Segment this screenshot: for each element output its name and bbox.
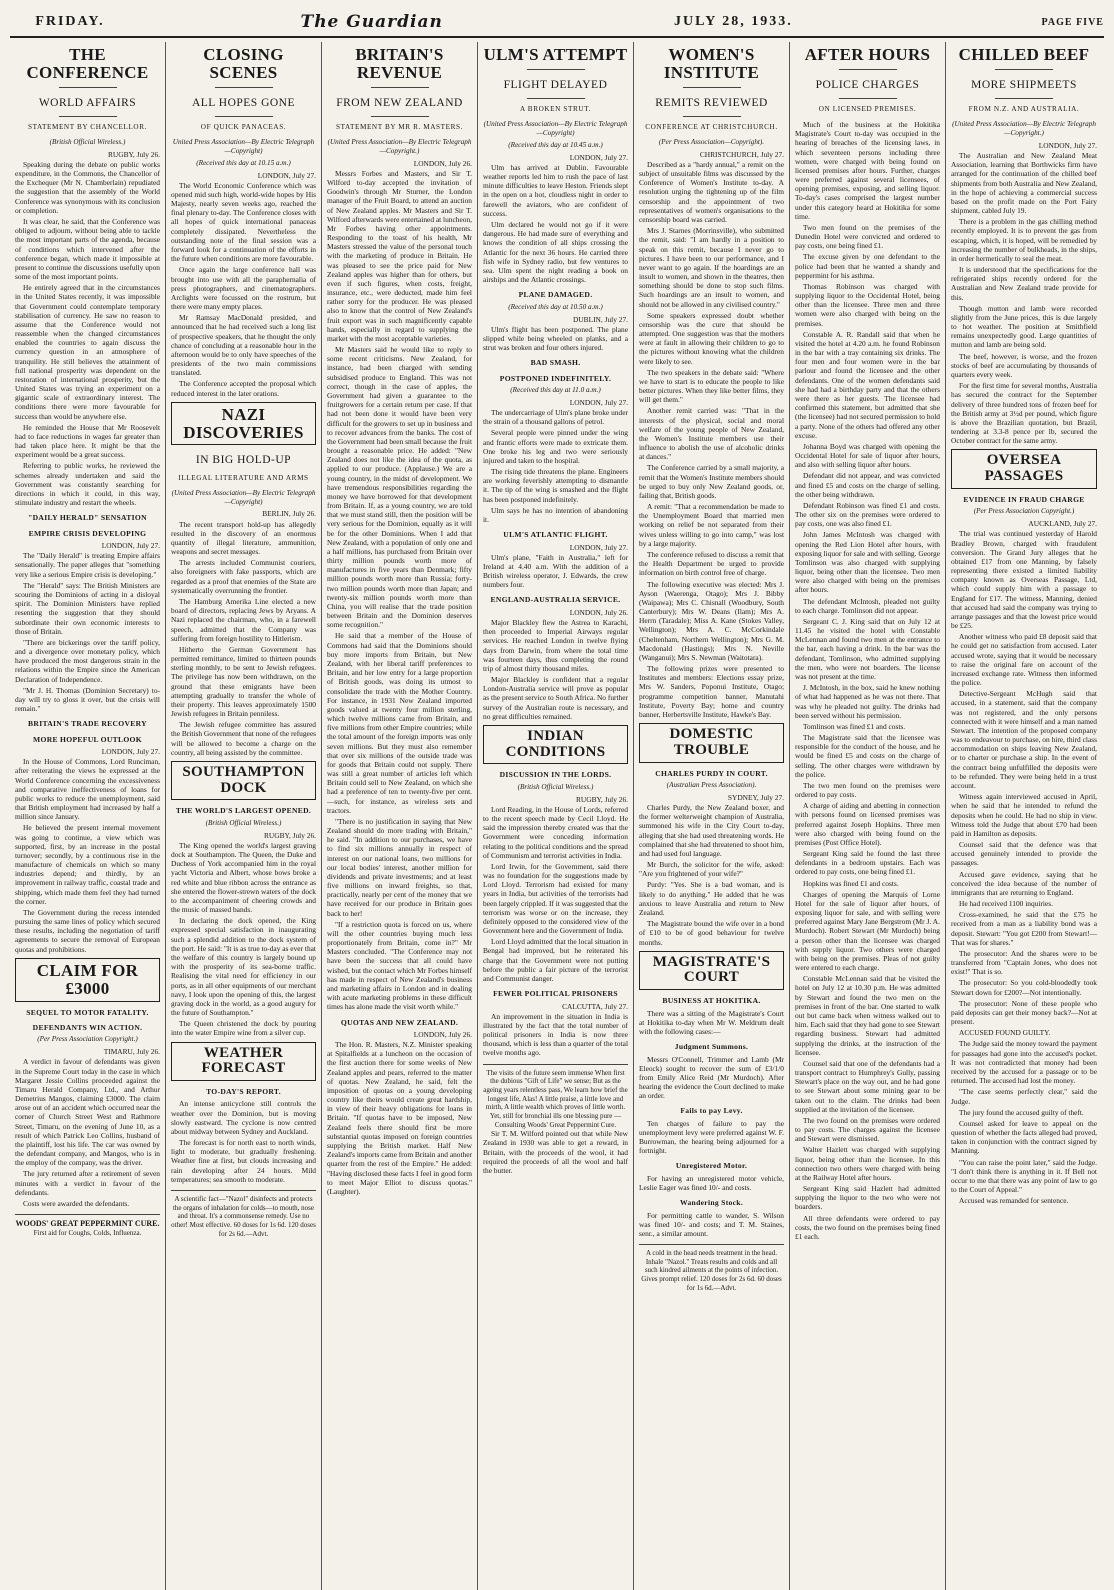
paragraph: The King opened the world's largest graving dock at Southampton. The Queen, the Duke and Duchess of York accompanied him in the royal yacht Victoria and Albert, whose bows broke a red white and blue ribbon across the entrance as she entered the flower-strewn waters of the dock to the accompaniment of cheering crowds and the music of massed bands. [171,840,316,915]
article-body [639,160,784,719]
article-body [327,169,472,1012]
divider [995,98,1053,99]
deck: FROM NEW ZEALAND [336,96,463,109]
paragraph: Two men found on the premises of the Dunedin Hotel were convicted and ordered to pay costs, one being fined £1. [795,222,940,251]
paragraph: The Queen christened the dock by pouring into the water Empire wine from a silver cup. [171,1019,316,1038]
paragraph: Sergeant C. J. King said that on July 12 at 11.45 he visited the hotel with Constable McLennan and found two men at the entrance to the bar, each having a drink. In the bar was the defendant, Tomlinson, who admitted supplying the men, who were not boarders. The license was not present at the time. [795,616,940,681]
dateline: DUBLIN, July 27. [572,314,628,324]
paragraph: The Government during the recess intended pursuing the same lines of policy which secured these results, including the negotiation of tariff agreements to secure the removal of European quotas and prohibitions. [15,907,160,954]
paragraph: Ulm's flight has been postponed. The plane slipped while being wheeled on planks, and a strut was broken and four others injured. [483,324,628,353]
paragraph: The Conference carried by a small majority, a remit that the Women's Institute members should be urged to buy only New Zealand goods, or, failing that, British goods. [639,463,784,500]
article-body [639,1174,784,1192]
paragraph: Witness again interviewed accused in April, when he said that he intended to refund the deposits when he could. He had no ship in view. Witness told the Judge that about £70 had been paid in Hamilton as deposits. [951,792,1097,838]
article-body [171,181,316,398]
headline: CLAIM FOR £3000 [15,958,160,1002]
received-time: (Received this day at 10.15 a.m.) [196,158,291,167]
subhead: Unregistered Motor. [675,1161,748,1171]
paragraph: The Jewish refugee committee has assured the British Government that none of the refugees will be allowed to become a charge on the country, all being assisted by the committee. [171,720,316,757]
deck: CHARLES PURDY IN COURT. [655,768,768,778]
paragraph: Tomlinson was fined £1 and costs. [803,721,906,731]
column-womens-institute [634,42,790,1590]
masthead [10,8,1104,38]
article-body [483,553,628,590]
advertisement [15,1214,160,1238]
article-body [327,1040,472,1196]
dateline: LONDON, July 27. [569,152,628,162]
subdeck: STATEMENT BY CHANCELLOR. [27,122,148,131]
paragraph: Sir T. M. Wilford pointed out that while New Zealand in 1930 was able to get a reward, in Britain, with the proceeds of the wool, it had required the proceeds of all the wool and half the butter. [483,1129,628,1175]
headline: CHILLED BEEF [958,45,1090,64]
dateline: LONDON, July 26. [569,607,628,617]
paragraph: Mr Masters said he would like to reply to some recent criticisms. New Zealand, for instance, had been charged with sending subsidised produce to England. This was not correct, though in the case of apples, the Government had given a guarantee to the fruitgrowers for a certain return per case. If that had not been done it would have been very difficult for the growers to set up in business and to recover advances from the banks. The cost of the Government had been small because the fruit brought a reasonable price. He added: "New Zealand does not like the idea of the quota, as applied to our produce. (Applause.) We are a young country, in the midst of development. We have tremendous responsibilities regarding the money we have borrowed for that development from Britain. If, as a young country, we are told that we must stand still, then the position will be very serious for the Dominion, equally as it will be for the other Dominions. When I add that New Zealand, with a population of only one and a half millions, has purchased from Britain over thirty million pounds worth more of manufactures in five years than Denmark; fifty million pounds worth more than Russia; forty-two million pounds worth more than Japan; and twenty-six million pounds worth more than China, you will realise that the trade position between Britain and the Dominion deserves some recognition." [327,345,472,630]
dateline: TIMARU, July 26. [103,1047,160,1057]
deck: IN BIG HOLD-UP [195,454,292,467]
headline: MAGISTRATE'S COURT [639,951,784,991]
article-body [15,551,160,713]
paragraph: It is understood that the specifications for the refrigerated ships recently ordered for the Australian and New Zealand trade provide for this. [951,265,1097,302]
paragraph: The excuse given by one defendant to the police had been that he wanted a shandy and peppermint for his asthma. [795,252,940,280]
paragraph: The forecast is for north east to north winds, light to moderate, but gradually freshening. Weather fine at first, but clouds increasing and rain developing after 24 hours. Mild temperatures; sea smooth to moderate. [171,1138,316,1184]
paragraph: The trial was continued yesterday of Harold Bradley Brown, charged with fraudulent conversion. The Grand Jury alleges that he obtained £17 from one Manning, by falsely representing there existed a limited liability company known as Overseas Passage, Ltd, which could supply him with a passage to England for £17. The witness, Manning, denied that accused had said the company was trying to arrange passages and that the lowest price would be £25. [951,529,1097,631]
paragraph: Lord Lloyd admitted that the local situation in Bengal had improved, but he reiterated his charge that the Government were not putting before the public a fair picture of the terrorist and Communist danger. [483,937,628,983]
ad-title: WOODS' GREAT PEPPERMINT CURE. [15,1219,160,1229]
article-body [15,160,160,507]
masthead-page-number: PAGE FIVE [1041,16,1104,28]
deck: DISCUSSION IN THE LORDS. [499,770,612,780]
divider [527,69,585,70]
article-body [15,1057,160,1208]
divider [371,87,429,88]
paragraph: ACCUSED FOUND GUILTY. [959,1028,1051,1038]
dateline: LONDON, July 26. [413,1029,472,1039]
dateline: RUGBY, July 26. [263,830,316,840]
paragraph: Costs were awarded the defendants. [23,1198,130,1208]
article-body [951,529,1097,1205]
paragraph: "You can raise the point later," said the Judge. "I don't think there is anything in it. If Bell not occur to me that there was any point of law to go to the Court of Appeal." [951,1157,1097,1195]
article-body [639,1055,784,1101]
paragraph: A remit: "That a recommendation be made to the Unemployment Board that married men working on relief be not separated from their wives unless willing to go into camp," was lost by a large majority. [639,502,784,548]
received-time: (Received this day at 11.0 a.m.) [510,386,601,395]
advertisement [171,1190,316,1238]
paragraph: The World Economic Conference which was opened mid such high, world-wide hopes by His Majesty, nearly seven weeks ago, reached the final plenary to-day. The Conference closes with all hopes of quick international panaceas completely dissipated. Nevertheless the outstanding note of the final session was a forward look for a continuation of the efforts in the future when conditions are more favourable. [171,180,316,264]
headline: AFTER HOURS [804,45,931,64]
paragraph: Charles Purdy, the New Zealand boxer, and the former welterweight champion of Australia, summoned his wife in the City Court to-day, alleging that she had used threatening words. He complained that she had threatened to shoot him, and had used foul language. [639,803,784,858]
columns [10,42,1104,1590]
paragraph: Lord Irwin, for the Government, said there was no foundation for the suggestions made by Lord Lloyd. Terrorism had existed for many years in India, but activities of the terrorists had been largely crippled. If it was suggested that the terrorism was worse or on the increase, they definitely opposed to the considered view of the Government here and the Government of India. [483,861,628,936]
divider [215,87,273,88]
column-closing-scenes [166,42,322,1590]
dateline: RUGBY, July 26. [107,149,160,159]
paragraph: Though mutton and lamb were recorded slightly from the June prices, this is due largely to hot weather. The position at Smithfield remains unexpectedly good. Large quantities of mutton and lamb are being sold. [951,303,1097,350]
paragraph: The beef, however, is worse, and the frozen stocks of beef are accumulating by thousands of quarters every week. [951,351,1097,379]
dateline: CHRISTCHURCH, July 27. [699,149,784,159]
paragraph: The jury found the accused guilty of theft. [959,1107,1084,1117]
paragraph: Referring to public works, he reviewed the schemes already undertaken and said the Government was constantly searching for directions in which it could, in this way, stimulate industry and restart the wheels. [15,461,160,508]
divider [839,69,897,70]
paragraph: The two speakers in the debate said: "Where we have to start is to educate the people to like better pictures. When they like better films, they will get them." [639,367,784,405]
deck: MORE SHIPMEETS [971,78,1077,91]
received-time: (Received this day at 10.45 a.m.) [508,140,603,149]
paragraph: The following executive was elected: Mrs J. Ayson (Waerenga, Otago); Mrs J. Bibby (Waipawa); Mrs C. Chisnall (Woodbury, South Canterbury); Mrs W. Deans (Ilam); Mrs A. Herrn (Taradale); Miss A. Kane (Stokes Valley, Wellington); Mrs A. C. McCorkindale (Cheltenham, Northern Wellington); Mrs G. M. Macdonald (Hastings); Mrs N. Neville (Wanganui); Mrs S. Newman (Waitotara). [639,579,784,662]
paragraph: For having an unregistered motor vehicle, Leslie Eager was fined 10/- and costs. [639,1173,784,1193]
paragraph: Ulm's plane, "Faith in Australia," left for Ireland at 4.40 a.m. With the addition of a British wireless operator, J. Edwards, the crew numbers four. [483,552,628,590]
paragraph: A charge of aiding and abetting in connection with persons found on licensed premises was preferred against Joseph Hopkins. Three men were also charged with being found on the premises (Post Office Hotel). [795,801,940,847]
deck: WORLD AFFAIRS [38,96,137,109]
paragraph: Constable A. R. Randall said that when he visited the hotel at 4.20 a.m. he found Robinson in the bar with a tray containing six drinks. The four men and four women were in the bar parlour and found the licensee and the other defendants. One of the women defendants said she had had a birthday party and that the others were there as her guests. The licensee had confirmed this statement, but admitted that she (the licensee) had not secured permission to hold a party. None of the others had offered any other excuse. [795,329,940,440]
column-britains-revenue [322,42,478,1590]
article-body [639,1119,784,1156]
deck: THE WORLD'S LARGEST OPENED. [175,806,312,816]
paragraph: Counsel asked for leave to appeal on the question of whether the facts alleged had proved, taken in conjunction with the contract signed by Manning. [951,1118,1097,1156]
headline: INDIAN CONDITIONS [483,725,628,765]
paragraph: The prosecutor: So you cold-bloodedly took Stewart down for £200?—Not intentionally. [951,978,1097,997]
article-body [15,757,160,954]
article-body [639,1211,784,1239]
paragraph: The undercarriage of Ulm's plane broke under the strain of a thousand gallons of petrol. [483,408,628,427]
paragraph: Some speakers expressed doubt whether censorship was the cure that should be attempted. One suggestion was that the mothers were at fault in allowing their children to go to the pictures without knowing what the children were likely to see. [639,310,784,366]
paragraph: Hopkins was fined £1 and costs. [803,878,899,888]
headline: WEATHER FORECAST [171,1042,316,1082]
subhead: Wandering Stock. [679,1198,744,1208]
divider [995,69,1053,70]
paragraph: The rising tide threatens the plane. Engineers are working feverishly attempting to dismantle it. The tip of the wing is smashed and the flight has been postponed indefinitely. [483,467,628,504]
ad-text: A cold in the head needs treatment in the head. Inhale "Nazol." Treats results and colds and all such kindred ailments at the points of infection. Gives prompt relief. 120 doses for 2s 6d. 60 doses for 1s 6d.—Advt. [641,1249,782,1292]
credit: (United Press Association—By Electric Telegraph—Copyright.) [952,120,1096,137]
paragraph: The two found on the premises were ordered to pay costs. The charges against the licensee and Stewart were dismissed. [795,1115,940,1144]
paragraph: Counsel said that the defence was that accused genuinely intended to provide the passages. [951,840,1097,868]
credit: (United Press Association—By Electric Telegraph—Copyright) [171,488,316,506]
subhead: ENGLAND-AUSTRALIA SERVICE. [490,595,621,605]
article-body [795,120,940,1241]
paragraph: The "Daily Herald" is treating Empire affairs sensationally. The paper alleges that "something very like a serious Empire crisis is developing." [15,551,160,579]
headline: WOMEN'S INSTITUTE [663,45,760,82]
article-body [171,841,316,1038]
article-body [483,618,628,721]
paragraph: Hitherto the German Government has permitted remittance, limited to thirteen pounds sterling monthly, to be sent to Jewish refugees. The privilege has now been withdrawn, on the ground that these emigrants have been attempting gradually to transfer the whole of their property. This leaves approximately 1500 Jewish refugees in Britain penniless. [171,644,316,719]
paragraph: Charges of opening the Marquis of Lorne Hotel for the sale of liquor after hours, of exposing liquor for sale, and with selling were preferred against Mary Jane Bergstrom (Mr J. A. Murdoch). Robert Stewart (Mr Murdoch) being a person other than the licensee was charged with supply liquor. Two others were charged with being on the premises. Pleas of not guilty were entered to each charge. [795,889,940,973]
headline: SOUTHAMPTON DOCK [171,761,316,801]
article-body [483,163,628,284]
dateline: LONDON, July 27. [569,397,628,407]
paragraph: In the House of Commons, Lord Runciman, after reiterating the views he expressed at the World Conference concerning the excessiveness and comparative ineffectiveness of loans for public works to reduce the unemployment, said that British employment had increased by half a million since January. [15,757,160,822]
credit: (Australian Press Association). [666,781,757,789]
paragraph: The two men found on the premises were ordered to pay costs. [795,780,940,800]
masthead-date: JULY 28, 1933. [674,14,793,29]
credit: (Per Press Association Copyright.) [37,1035,138,1044]
paragraph: It was clear, he said, that the Conference was obliged to adjourn, without being able to tackle the most important parts of the agenda, because of conditions which intervened after the conference began, which made it impossible at present to continue the discussions usefully upon some of the most important points. [15,216,160,282]
paragraph: Cross-examined, he said that the £75 he received from a man as a liability bond was a deposit. Stewart: "You got £200 from Stewart!—That was for shares." [951,910,1097,947]
paragraph: Mr Ramsay MacDonald presided, and announced that he had received such a long list of prospective speakers, that he thought the only chance of concluding at a reasonable hour in the afternoon would be to only have speeches of the presidents of the two main commissions translated. [171,313,316,378]
subdeck: CONFERENCE AT CHRISTCHURCH. [645,122,778,131]
paragraph: The jury returned after a retirement of seven minutes with a verdict in favour of the defendants. [15,1169,160,1197]
subhead: Judgment Summons. [674,1042,749,1052]
paragraph: J. McIntosh, in the box, said he knew nothing of what had happened as he was not there. That was why he pleaded not guilty. The drinks had been served without his permission. [795,683,940,720]
paragraph: He said that a member of the House of Commons had said that the Dominions should buy more imports from Britain, but New Zealand, with her liberal tariff preferences to Britain, and her low entry for a large proportion of British goods, was doing its utmost to consolidate the trade with the Mother Country. For instance, in 1931 New Zealand imported goods valued at twenty four million sterling, which twelve millions came from Britain, and five millions from other Empire countries; while the total amount of the foreign imports was only seven millions. But they must also remember that over six millions of the outside trade was for goods that Britain could not supply. There was still a great number of articles left which Britain could sell to New Zealand, on which she had a preference of ten to twenty-five per cent.—such, for instance, as wireless sets and tractors. [327,631,472,815]
headline: OVERSEA PASSAGES [951,449,1097,489]
paragraph: Accused gave evidence, saying that he conceived the idea because of the number of immigrants that are returning to England. [951,869,1097,897]
ad-text: The visits of the future seem immense When first the dubious "Gift of Life" we sense; But as the ageing years relentless pass, We learn how brief the longest life, Alas! A little praise, a little love and mirth, A little wealth which proves of little worth. Yet, still for bronchial ills one blessing pure — Consulting Woods' Great Peppermint Cure. [483,1068,628,1129]
paragraph: Much of the business at the Hokitika Magistrate's Court to-day was occupied in the hearing of breaches of the licensing laws, in which seventeen persons including three women, were charged with being found on licensed premises after hours. Further, charges were preferred against several licensees, of opening premises, exposing, and selling liquor. To-day's cases comprised the largest number under this category heard at Hokitika for some time. [795,120,940,221]
paragraph: Detective-Sergeant McHugh said that accused, in a statement, said that the company was not registered, and the only persons connected with it were himself and a man named Stewart. The intention of the proposed company was to endeavour to purchase, on hire, third class accommodation on ships leaving New Zealand, or to charter or purchase a ship. In the event of the contract being unfulfilled the deposits were to be refunded. They were being held in a trust account. [951,689,1097,790]
paragraph: Mrs J. Starnes (Morrinsville), who submitted the remit, said: "I am hardly in a position to speak on this remit, because I never go to pictures. I have been to our performance, and I never want to go again. If the hoardings are an insult to women, and shown in the theatres, then something should be done to stop such films. Such hoardings are an insult to women, and should not be allowed in any civilised country." [639,226,784,309]
divider [59,87,117,88]
subdeck: A BROKEN STRUT. [520,105,591,114]
paragraph: Ulm says he has no intention of abandoning it. [483,505,628,524]
deck: EVIDENCE IN FRAUD CHARGE [963,494,1085,504]
paragraph: "The case seems perfectly clear," said the Judge. [951,1087,1097,1106]
paragraph: Another witness who paid £8 deposit said that he could get no satisfaction from accused. Later accused wrote, saying that it would be necessary to raise the original fare on account of the increased exchange rate. Witness then informed the police. [951,632,1097,688]
divider [839,98,897,99]
paragraph: An intense anticyclone still controls the weather over the Dominion, but is moving slowly eastward. The cyclone is now centred about midway between Sydney and Auckland. [171,1099,316,1136]
divider [527,98,585,99]
paragraph: The Hamburg Amerika Line elected a new board of directors, replacing Jews by Aryans. A Nazi replaced the chairman, who, in a farewell speech, admitted that the Company was suffering from foreign hostility to Hitlerism. [171,597,316,643]
paragraph: Ten charges of failure to pay the unemployment levy were preferred against W. F. Burrowman, the hearing being adjourned for a fortnight. [639,1118,784,1156]
article-body [483,325,628,353]
deck: SEQUEL TO MOTOR FATALITY. [26,1007,149,1017]
paragraph: Defendant did not appear, and was convicted and fined £5 and costs on the charge of selling, the other being withdrawn. [795,471,940,499]
paragraph: The following prizes were presented to Institutes and members: Elections essay prize, Mrs W. Sanders, Poponui Institute, Otago; programme competition banner, Manutahi Institute, Poverty Bay; home and country banner, Herbertsville Institute, Hawke's Bay. [639,664,784,719]
paragraph: The conference refused to discuss a remit that the Health Department be urged to provide information on birth control free of charge. [639,550,784,578]
ad-text: First aid for Coughs, Colds, Influenza. [33,1229,142,1238]
dateline: LONDON, July 27. [569,542,628,552]
subhead: ULM'S ATLANTIC FLIGHT. [503,530,608,540]
ad-text: A scientific fact—"Nazol" disinfects and protects the organs of inhalation for colds—to mouth, nose and throat. It's a commonsense remedy. Use no other! Most effective. 60 doses for 1s 6d. 120 doses for 2s 6d.—Advt. [171,1194,316,1238]
paragraph: Several people were pinned under the wing and frantic efforts were made to extricate them. One broke his leg and two were seriously injured and taken to the hospital. [483,428,628,465]
paragraph: For the first time for several months, Australia has secured the contract for the September delivery of three hundred tons of frozen beef for the British army at 3½d per pound, which figure is above the Brazilian quotation, but Brazil, tendering at 3.3-8 pence per lb, secured the October contract for the same army. [951,381,1097,446]
headline: CLOSING SCENES [203,45,284,82]
paragraph: Defendant Robinson was fined £1 and costs. The other six on the premises were ordered to pay costs, one was also fined £1. [795,500,940,529]
credit: United Press Association—By Electric Telegraph—Copyright) [172,137,315,155]
paragraph: Speaking during the debate on public works expenditure, in the Commons, the Chancellor of the Exchequer (Mr N. Chamberlain) repudiated the suggestion that the assembly of the World Conference was synonymous with its conclusion or completion. [15,159,160,215]
deck: BUSINESS AT HOKITIKA. [662,996,761,1006]
subhead: FEWER POLITICAL PRISONERS [493,989,618,999]
paragraph: "There are bickerings over the tariff policy, and a divergence over monetary policy, which have produced the most dangerous strain in the relations within the Empire since the American Declaration of Independence. [15,637,160,684]
paragraph: Messrs Forbes and Masters, and Sir T. Wilford to-day accepted the invitation of Goodwin's through Mr Sturner, the London manager of the Fruit Board, to attend an auction of New Zealand apples. Mr Masters and Sir T. Wilford afterwards were entertained at luncheon, Mr Forbes having other appointments. Responding to the toast of his health, Mr Masters stressed the value of the personal touch with the marketing of produce in Britain. He was pleased to see the price paid for New Zealand apples was higher than for others, but even if such figures, when costs, freight, insurance, etc., were deducted, made him feel rather sorry for the producer. He was pleased also to know that the control of New Zealand's fruit export was in such magnificently capable hands, especially in regard to supplying the market with the most acceptable varieties. [327,168,472,343]
paragraph: The Conference accepted the proposal which reduced interest in the later orations. [171,379,316,398]
paragraph: The "Herald" says: The British Ministers are scouring the Dominions of acting in a disloyal spirit. The Dominion Ministers have replied resenting the suggestion that they should subordinate their own economic interests to those of Britain. [15,580,160,636]
paragraph: Major Blackley flew the Astrea to Karachi, then proceeded to Imperial Airways regular services. He reached London in twelve flying days from Darwin, from where the total time was fourteen days, thus completing the round trip of almost thirty thousand miles. [483,618,628,673]
paragraph: He reminded the House that Mr Roosevelt had to face reductions in wages far greater than had taken place here. It might be that the experiment would be a great success. [15,422,160,460]
paragraph: A verdict in favour of defendants was given in the Supreme Court today in the case in which Margaret Jessie Collins proceeded against the Timaru Herald Company, Ltd., and Arthur Demetrius Mangos, claiming £3000. The claim arose out of an accident which occurred near the corner of Church Street West and Rathmore Street, Timaru, on the evening of June 10, as a result of which Patrick Leo Collins, husband of the plaintiff, lost his life. The car was owned by the defendant company, and Mangos, who is in the employ of the company, was the driver. [15,1057,160,1168]
dateline: CALCUTTA, July 27. [562,1001,628,1011]
credit: (United Press Association—By Electric Telegraph—Copyright.) [327,137,472,155]
dateline: LONDON, July 27. [101,747,160,757]
masthead-day: FRIDAY. [35,14,105,29]
paragraph: Counsel said that one of the defendants had a transport contract to Humphrey's Gully, passing Stewart's place on the way out, and he had gone to see Stewart about some mining gear to be taken out to the claim. The drinks had been supplied at the invitation of the licensee. [795,1058,940,1114]
paragraph: He had received 1100 inquiries. [959,899,1053,909]
deck: FLIGHT DELAYED [503,78,608,91]
paragraph: "If a restriction quota is forced on us, where will the other countries buying much less proportionately from Britain, come in?" Mr Masters concluded. "The Conference may not have been the success that all could have wished, but the contact which Mr Forbes himself has made in respect of New Zealand's business and marketing affairs in London and in dealing with acute marketing problems in these difficult times has alone made the visit worth while." [327,919,472,1012]
subhead: Fails to pay Levy. [680,1106,743,1116]
subhead: MORE HOPEFUL OUTLOOK [33,734,142,744]
paragraph: There was a sitting of the Magistrate's Court at Hokitika to-day when Mr W. Meldrum dealt with the following cases:— [639,1008,784,1036]
divider [683,116,741,117]
paragraph: Messrs O'Connell, Trimmer and Lamb (Mr Eleock) sought to recover the sum of £3/1/0 from Emily Alice Reid (Mr Murdoch). After hearing the evidence the Court declined to make an order. [639,1054,784,1101]
article-body [639,1009,784,1037]
article-body [483,805,628,983]
subhead: BRITAIN'S TRADE RECOVERY [28,719,147,729]
paragraph: The recent transport hold-up has allegedly resulted in the discovery of an enormous quantity of illegal literature, ammunition, weapons and secret messages. [171,519,316,557]
paragraph: The prosecutor: And the shares were to be transferred from "Captain Jones, who does not exist!" That is so. [951,948,1097,977]
subdeck: STATEMENT BY MR R. MASTERS. [335,122,464,131]
subdeck: ILLEGAL LITERATURE AND ARMS [178,473,309,482]
paragraph: There is a problem in the gas chilling method recently employed. It is to prevent the gas from escaping, which, it is hoped, will be remedied by increasing the number of bulkheads, in the ships, in order hermetically to seal the meat. [951,217,1097,263]
subhead: POSTPONED INDEFINITELY. [499,373,612,383]
paragraph: Another remit carried was: "That in the interests of the physical, social and moral welfare of the young people of New Zealand, the Women's Institute members use their influence to abolish the use of alcoholic drinks at dances." [639,406,784,462]
paragraph: John James McIntosh was charged with opening the Red Lion Hotel after hours, with exposing liquor for sale and with selling. George Tomlinson was also charged with supplying liquor, being other than the licensee. Two men were also charged with being on the premises after hours. [795,530,940,595]
paragraph: The Judge said the money toward the payment for passages had gone into the accused's pocket. It was not contradicted that money had been received by the accused for a passage or to be returned. The accused had lost the money. [951,1039,1097,1086]
subhead: EMPIRE CRISIS DEVELOPING [28,528,147,538]
article-body [171,1099,316,1184]
paragraph: Walter Hazlett was charged with supplying liquor, being other than the licensee. In this connection two others were charged with being at the Railway Hotel after hours. [795,1145,940,1182]
deck: POLICE CHARGES [815,78,920,91]
subhead: BAD SMASH. [530,358,581,368]
paragraph: Mr Burch, the solicitor for the wife, asked: "Are you frightened of your wife?" [639,860,784,879]
paragraph: Described as a "hardy annual," a remit on the subject of unsuitable films was discussed by the Conference of Women's Institute to-day. A resolution urging the tightening up of the film censorship and the appointment of two representatives of women's organisations to the censorship board was carried. [639,159,784,224]
dateline: AUCKLAND, July 27. [1028,519,1097,529]
headline: THE CONFERENCE [26,45,149,82]
deck: REMITS REVIEWED [655,96,768,109]
paragraph: He believed the present internal movement was going to continue, a view which was supported, first, by an increase in the postal turnover; secondly, by a continuous rise in the manufacture of chemicals on which so many industries depend; and thirdly, by an improvement in railway traffic, coastal trade and shipping, which made them feel they had turned the corner. [15,823,160,906]
divider [59,116,117,117]
advertisement [483,1064,628,1130]
paragraph: Sergeant King said he found the last three defendants in a bedroom upstairs. Each was ordered to pay costs, one being fined £1. [795,849,940,877]
credit: (British Official Wireless.) [517,782,594,791]
subhead: "DAILY HERALD" SENSATION [28,513,147,523]
paragraph: "Mr J. H. Thomas (Dominion Secretary) to-day will try to gloss it over, but the crisis will remain." [15,685,160,714]
paragraph: He entirely agreed that in the circumstances in the United States recently, it was impossible that Government could contemplate temporary stabilisation of currency. He saw no reason to assume that the Conference would not reassemble when the changed circumstances enabled the countries to again discuss the currency question in an atmosphere of tranquility. He still believes the attainment of full national prosperity was dependent on the restoration of international prosperity, but the United States was trying an experiment on a gigantic scale of extraordinary interest. The conditions there were more favourable for success than would be anywhere else. [15,283,160,421]
paragraph: Ulm has arrived at Dublin. Favourable weather reports led him to rush the pace of last minute difficulties to leave Heston. Friends slept in the open on a hot, cloudless night in order to farewell the aviators, who are confident of success. [483,162,628,218]
masthead-title: The Guardian [300,12,443,32]
divider [215,116,273,117]
paragraph: For permitting cattle to wander, S. Wilson was fined 10/- and costs; and T. M. Staines, senr., a similar amount. [639,1210,784,1238]
paragraph: Purdy: "Yes. She is a bad woman, and is likely to do anything." He added that he was anxious to leave Australia and return to New Zealand. [639,880,784,917]
dateline: SYDNEY, July 27. [727,792,784,802]
dateline: LONDON, July 27. [257,170,316,180]
column-after-hours [790,42,946,1590]
credit: (Per Press Association Copyright.) [973,507,1075,516]
column-conference [10,42,166,1590]
headline: NAZI DISCOVERIES [171,402,316,446]
headline: ULM'S ATTEMPT [483,45,628,64]
paragraph: Major Blackley is confident that a regular London-Australia service will prove as popular as the present service to South Africa. No further survey of the Australian route is necessary, and no great difficulties remained. [483,675,628,721]
credit: (Per Press Association—Copyright). [658,137,765,146]
article-body [951,151,1097,445]
paragraph: The arrests included Communist couriers, also foreigners with fake passports, which are regarded as a proof that enemies of the State are systematically overrunning the frontier. [171,558,316,595]
headline: BRITAIN'S REVENUE [355,45,444,82]
paragraph: Sergeant King said Hazlett had admitted supplying the liquor to the two who were not boarders. [795,1184,940,1212]
subdeck: FROM N.Z. AND AUSTRALIA. [968,105,1080,114]
article-body [171,520,316,757]
received-time: (Received this day at 10.50 a.m.) [508,302,603,311]
subhead: QUOTAS AND NEW ZEALAND. [340,1017,459,1027]
paragraph: The Australian and New Zealand Meat Association, learning that Borthwicks firm have arranged for the continuation of the chilled beef shipments from both Australia and New Zealand, in the hope of achieving a commercial success based on the profit made on the Port Fairy shipment, cabled July 19. [951,151,1097,216]
paragraph: The Hon. R. Masters, N.Z. Minister speaking at Spitalfields at a luncheon on the occasion of the first auction there for some weeks of New Zealand apples and pears, referred to the matter of quotas. New Zealand, he said, felt the imposition of quotas on a young developing country like theirs would create great hardship, in view of their heavy obligations for loans in Britain. "If quotas have to be imposed, New Zealand feels there should first be more substantial quotas imposed on foreign countries supplying the British market. Half New Zealand's imports came from Britain and another quarter from the rest of the Empire." He added: "Having disclosed these facts I feel in good form to meet Major Elliot to discuss quotas." (Laughter). [327,1040,472,1196]
headline: DOMESTIC TROUBLE [639,723,784,763]
paragraph: Accused was remanded for sentence. [959,1196,1069,1206]
deck: TO-DAY'S REPORT. [206,1087,281,1097]
subdeck: ON LICENSED PREMISES. [818,105,917,114]
column-ulms-attempt [478,42,634,1590]
paragraph: Johanna Boyd was charged with opening the Occidental Hotel for sale of liquor after hours, and also with selling liquor after hours. [795,441,940,470]
column-chilled-beef [946,42,1102,1590]
advertisement [639,1244,784,1292]
dateline: BERLIN, July 26. [262,509,316,519]
paragraph: The prosecutor: None of these people who paid deposits can get their money back?—Not at present. [951,998,1097,1027]
article-body [483,408,628,524]
paragraph: All three defendants were ordered to pay costs, the two found on the premises being fined £1 each. [795,1213,940,1241]
deck: ALL HOPES GONE [191,96,296,109]
paragraph: The defendant McIntosh, pleaded not guilty to each charge. Tomlinson did not appear. [795,596,940,615]
dateline: RUGBY, July 26. [575,794,628,804]
credit: (British Official Wireless.) [49,137,126,146]
subhead: PLANE DAMAGED. [518,290,593,300]
paragraph: Constable McLennan said that he visited the hotel on July 12 at 10.30 p.m. He was admitted by Stewart and found the two men on the premises in front of the bar. One started to walk out but came back when witness walked out to him. Each said that they had gone to see Stewart regarding business. Stewart had admitted supplying the drinks, at the instruction of the licensee. [795,974,940,1057]
subdeck: DEFENDANTS WIN ACTION. [32,1022,143,1032]
dateline: LONDON, July 27. [1038,140,1097,150]
dateline: LONDON, July 27. [101,541,160,551]
credit: (British Official Wireless.) [205,818,282,827]
paragraph: "There is no justification in saying that New Zealand should do more trading with Britain," he said. "In addition to our purchases, we have to find six millions annually in respect of interest on our national loans, two millions for our local bodies' interest, another million for dividends and private investments; and at least five millions on inward freights, so that, practically, nearly per cent of the money that we have received for our produce in Britain goes back to her! [327,816,472,918]
paragraph: An improvement in the situation in India is illustrated by the fact that the total number of political prisoners in India is now three thousand, which is less than a quarter of the total twelve months ago. [483,1011,628,1058]
paragraph: In declaring the dock opened, the King expressed special satisfaction in inaugurating such a splendid addition to the dock system of the port. He said: "It is as true to-day as ever that the welfare of this country is largely bound up with the prosperity of its sea-borne traffic. Realising the vital need for efficiency in our ports, as in all other equipments of our merchant navy, I look upon the opening of this, the largest graving dock in the world, as a good augury for the future of Southampton." [171,916,316,1018]
paragraph: Ulm declared he would not go if it were dangerous. He had made sure of everything and knows the condition of all ships crossing the Atlantic for the next 36 hours. He carried three fish wife in Sydney radio, but few ventures to sea. Ulm spent the night reading a book on airships and the Atlantic crossings. [483,219,628,285]
divider [683,87,741,88]
subdeck: OF QUICK PANACEAS. [200,122,287,131]
paragraph: The Magistrate said that the licensee was responsible for the conduct of the house, and he would be fined £5 and costs on the charge of selling. The other charges were withdrawn by the police. [795,733,940,779]
paragraph: Thomas Robinson was charged with supplying liquor to the Occidental Hotel, being other than the licensee. Three men and three women were also charged with being on the premises. [795,281,940,328]
divider [371,116,429,117]
dateline: LONDON, July 26. [413,158,472,168]
article-body [639,803,784,947]
paragraph: Once again the large conference hall was brought into use with all the paraphernalia of press photographers, and cinematographers. Arclights were focussed on the rostrum, but there were many empty places. [171,265,316,312]
article-body [483,1012,628,1058]
paragraph: Lord Reading, in the House of Lords, referred to the recent speech made by Cecil Lloyd. He said the impression thereby created was that the Government were conceding information relating to the political conditions and the spread of Communism and terrorist activities in India. [483,804,628,860]
credit: (United Press Association—By Electric Telegraph—Copyright) [483,120,628,137]
paragraph: The Magistrate bound the wife over in a bond of £10 to be of good behaviour for twelve months. [639,919,784,947]
